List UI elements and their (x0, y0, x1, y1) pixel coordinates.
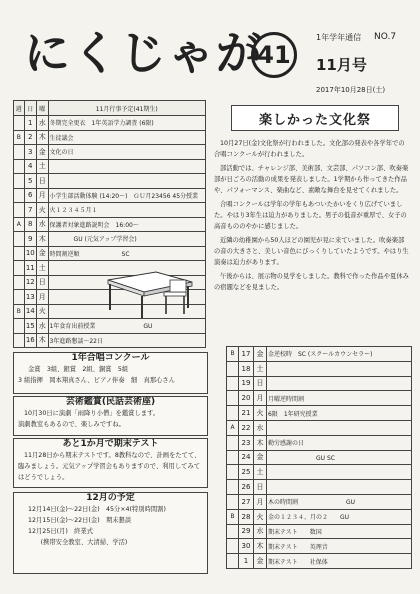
chorus-awards: 金賞 3組、銀賞 2組、銅賞 5組 (28, 366, 129, 373)
weekday-cell: 土 (254, 465, 267, 480)
day-number-cell: 28 (239, 509, 254, 524)
event-cell: GU (元気アップ学習会) (48, 232, 205, 247)
event-cell: 火１２３４５月１ (48, 203, 205, 218)
day-number-cell: 7 (24, 203, 36, 218)
day-number-cell: 5 (24, 174, 36, 189)
weekday-cell: 火 (37, 304, 49, 319)
schedule-row (227, 450, 412, 465)
week-group-cell (14, 159, 25, 174)
week-group-cell (227, 361, 239, 376)
schedule-row (227, 361, 412, 376)
schedule-row (227, 480, 412, 495)
week-group-cell (227, 391, 239, 406)
art-heading: 芸術鑑賞(民話芸術座) (65, 397, 156, 407)
day-number-cell: 9 (24, 232, 36, 247)
weekday-cell: 水 (37, 116, 49, 131)
week-group-cell: B (227, 347, 239, 362)
event-cell (48, 174, 205, 189)
day-number-cell: 24 (239, 450, 254, 465)
week-group-cell (14, 319, 25, 334)
event-cell: 生徒議会 (48, 130, 205, 145)
schedule-row (227, 554, 412, 569)
day-number-cell: 15 (24, 319, 36, 334)
event-cell: 金の１２３４、月の２ GU (267, 509, 412, 524)
event-cell (48, 159, 205, 174)
event-cell: 1年食育出前授業 GU (48, 319, 205, 334)
schedule-row (227, 524, 412, 539)
newsletter-title: にくじゃが (24, 26, 264, 80)
event-cell: 時間割逆順 SC (48, 246, 205, 261)
event-cell: 冬期完全更衣 1年英語学力調査 (6限) (48, 116, 205, 131)
day-number-cell: 8 (24, 217, 36, 232)
event-cell (267, 465, 412, 480)
event-cell (267, 420, 412, 435)
event-cell: 6限 1年研究授業 (267, 406, 412, 421)
weekday-cell: 月 (37, 188, 49, 203)
schedule-row (14, 130, 206, 145)
art-line-1: 10月30日に演劇「雨降り小僧」を鑑賞します。 (24, 410, 160, 417)
day-number-cell: 23 (239, 435, 254, 450)
weekday-cell: 金 (254, 554, 267, 569)
issue-number: 41 (251, 32, 297, 78)
event-cell: 期末テスト 英理音 (267, 539, 412, 554)
month-label: 11月号 (316, 56, 367, 74)
article-body (214, 138, 410, 296)
event-cell: 月曜逆時間割 (267, 391, 412, 406)
article-paragraph: 部活動では、チャレンジ部、美術部、文芸部、パソコン部、吹奏楽部が日ごろの活動の成果を発表しました。1学期から作ってきた作品や、パフォーマンス、楽曲など、素敵な舞台を見せてくれました。 (214, 165, 409, 194)
weekday-cell: 土 (37, 159, 49, 174)
event-cell: 金逆校時 SC (スクールカウンセラー) (267, 347, 412, 362)
weekday-cell: 火 (254, 406, 267, 421)
schedule-row (14, 319, 206, 334)
header-events: 11月行事予定(41期生) (48, 101, 205, 116)
schedule-row (227, 539, 412, 554)
week-group-cell (14, 145, 25, 160)
schedule-row (227, 465, 412, 480)
week-group-cell (14, 116, 25, 131)
header-weekday: 曜 (37, 101, 49, 116)
weekday-cell: 土 (37, 261, 49, 276)
schedule-row (227, 391, 412, 406)
week-group-cell (14, 246, 25, 261)
chorus-heading: 1年合唱コンクール (71, 353, 150, 363)
weekday-cell: 月 (37, 290, 49, 305)
week-group-cell (14, 174, 25, 189)
week-group-cell (227, 554, 239, 569)
event-cell (267, 376, 412, 391)
article-paragraph: 午後からは、展示物の見学をしました。教科で作った作品や夏休みの宿題などを見ました。 (214, 273, 409, 291)
day-number-cell: 27 (239, 494, 254, 509)
article-title: 楽しかった文化祭 (231, 105, 399, 131)
weekday-cell: 土 (254, 361, 267, 376)
weekday-cell: 水 (37, 217, 49, 232)
chorus-results-box (13, 352, 208, 394)
schedule-row (14, 232, 206, 247)
week-group-cell: A (14, 217, 25, 232)
event-cell: 文化の日 (48, 145, 205, 160)
weekday-cell: 火 (254, 509, 267, 524)
weekday-cell: 木 (37, 130, 49, 145)
week-group-cell (227, 376, 239, 391)
weekday-cell: 木 (37, 232, 49, 247)
schedule-row (227, 420, 412, 435)
day-number-cell: 1 (24, 116, 36, 131)
week-group-cell (227, 406, 239, 421)
event-cell: GU SC (267, 450, 412, 465)
art-line-2: 演劇教室もあるので、楽しみですね。 (18, 421, 125, 428)
schedule-row (14, 145, 206, 160)
art-appreciation-box (13, 396, 208, 436)
weekday-cell: 金 (254, 450, 267, 465)
day-number-cell: 13 (24, 290, 36, 305)
exam-body: 11月28日から期末テストです。8教科なので、計画をたてて、臨みましょう。元気アップ学習会もありますので、利用してみてはどうでしょう。 (18, 452, 201, 481)
day-number-cell: 17 (239, 347, 254, 362)
december-item: 12月15日(金)～22日(金) 期末懇談 (28, 517, 132, 524)
week-group-cell (227, 539, 239, 554)
schedule-row (227, 435, 412, 450)
day-number-cell: 20 (239, 391, 254, 406)
desk-illustration (100, 262, 200, 320)
december-item: 12月14日(金)～22日(金) 45分×4(特別時間割) (28, 506, 166, 513)
late-november-schedule-table (226, 346, 412, 569)
week-group-cell (227, 450, 239, 465)
day-number-cell: 2 (24, 130, 36, 145)
weekday-cell: 水 (254, 420, 267, 435)
schedule-row (14, 203, 206, 218)
week-group-cell (14, 232, 25, 247)
newsletter-number: NO.7 (374, 32, 397, 42)
event-cell: 木の時間割 GU (267, 494, 412, 509)
day-number-cell: 16 (24, 333, 36, 348)
issue-date: 2017年10月28日(土) (316, 86, 386, 94)
day-number-cell: 30 (239, 539, 254, 554)
schedule-row (14, 217, 206, 232)
event-cell: 期末テスト 数国 (267, 524, 412, 539)
day-number-cell: 11 (24, 261, 36, 276)
weekday-cell: 水 (37, 319, 49, 334)
weekday-cell: 水 (254, 524, 267, 539)
schedule-row (14, 174, 206, 189)
weekday-cell: 月 (254, 391, 267, 406)
december-heading: 12月の予定 (86, 493, 135, 503)
day-number-cell: 26 (239, 480, 254, 495)
weekday-cell: 日 (37, 174, 49, 189)
day-number-cell: 29 (239, 524, 254, 539)
weekday-cell: 火 (37, 203, 49, 218)
week-group-cell (14, 290, 25, 305)
weekday-cell: 日 (254, 480, 267, 495)
schedule-row (227, 376, 412, 391)
week-group-cell (227, 480, 239, 495)
day-number-cell: 21 (239, 406, 254, 421)
weekday-cell: 木 (254, 435, 267, 450)
publisher-label: 1年学年通信 (316, 33, 362, 42)
week-group-cell: B (227, 509, 239, 524)
event-cell: 勤労感謝の日 (267, 435, 412, 450)
day-number-cell: 3 (24, 145, 36, 160)
schedule-row (14, 159, 206, 174)
week-group-cell (227, 494, 239, 509)
day-number-cell: 14 (24, 304, 36, 319)
week-group-cell (14, 275, 25, 290)
weekday-cell: 金 (254, 347, 267, 362)
weekday-cell: 月 (254, 494, 267, 509)
article-paragraph: 10月27日(金)文化祭が行われました。文化部の発表や各学年での合唱コンクールが行われました。 (214, 140, 405, 158)
day-number-cell: 10 (24, 246, 36, 261)
article-paragraph: 近隣の幼稚園から50人ほどの園児が見に来ていました。吹奏楽部の音の大きさと、美しい音色にびっくりしていたようです。やはり生演奏は迫力があります。 (214, 237, 409, 266)
event-cell: 小学生部活動体験 (14:20～) ＧＵ月23456 45分授業 (48, 188, 205, 203)
schedule-row (14, 246, 206, 261)
header-day: 日 (24, 101, 36, 116)
week-group-cell (14, 333, 25, 348)
schedule-row (227, 347, 412, 362)
event-cell: 3年進路懇談～22日 (48, 333, 205, 348)
article-paragraph: 合唱コンクールは学年の学年もあついたかいをくり広げていました。やはり3年生は迫力がありました。男子の低音が重厚で、女子の高音もののやかに感じました。 (214, 201, 407, 230)
december-plan-box (13, 492, 208, 574)
december-item: (携帯安全教室、大清掃、学活) (28, 539, 128, 546)
december-item: 12月25日(月) 終業式 (28, 528, 94, 535)
weekday-cell: 木 (37, 333, 49, 348)
schedule-row (14, 188, 206, 203)
day-number-cell: 1 (239, 554, 254, 569)
week-group-cell (227, 524, 239, 539)
weekday-cell: 金 (37, 246, 49, 261)
week-group-cell (14, 188, 25, 203)
schedule-row (227, 509, 412, 524)
week-group-cell (14, 261, 25, 276)
chorus-conductors: 3 組指揮 岡本翔真さん、ピアノ伴奏 細 真那心さん (18, 377, 176, 384)
weekday-cell: 日 (254, 376, 267, 391)
day-number-cell: 12 (24, 275, 36, 290)
schedule-row (227, 406, 412, 421)
week-group-cell: A (227, 420, 239, 435)
week-group-cell (227, 435, 239, 450)
week-group-cell (227, 465, 239, 480)
event-cell (267, 361, 412, 376)
event-cell: 保護者対象進路説明会 16:00～ (48, 217, 205, 232)
day-number-cell: 19 (239, 376, 254, 391)
weekday-cell: 木 (254, 539, 267, 554)
day-number-cell: 6 (24, 188, 36, 203)
exam-heading: あと1か月で期末テスト (62, 439, 159, 449)
schedule-row (14, 116, 206, 131)
day-number-cell: 25 (239, 465, 254, 480)
schedule-row (14, 333, 206, 348)
week-group-cell: B (14, 130, 25, 145)
event-cell: 期末テスト 社保体 (267, 554, 412, 569)
weekday-cell: 日 (37, 275, 49, 290)
week-group-cell (14, 203, 25, 218)
weekday-cell: 金 (37, 145, 49, 160)
event-cell (267, 480, 412, 495)
day-number-cell: 4 (24, 159, 36, 174)
header-week: 週 (14, 101, 25, 116)
week-group-cell: B (14, 304, 25, 319)
day-number-cell: 18 (239, 361, 254, 376)
exam-notice-box (13, 438, 208, 488)
day-number-cell: 22 (239, 420, 254, 435)
schedule-row (227, 494, 412, 509)
